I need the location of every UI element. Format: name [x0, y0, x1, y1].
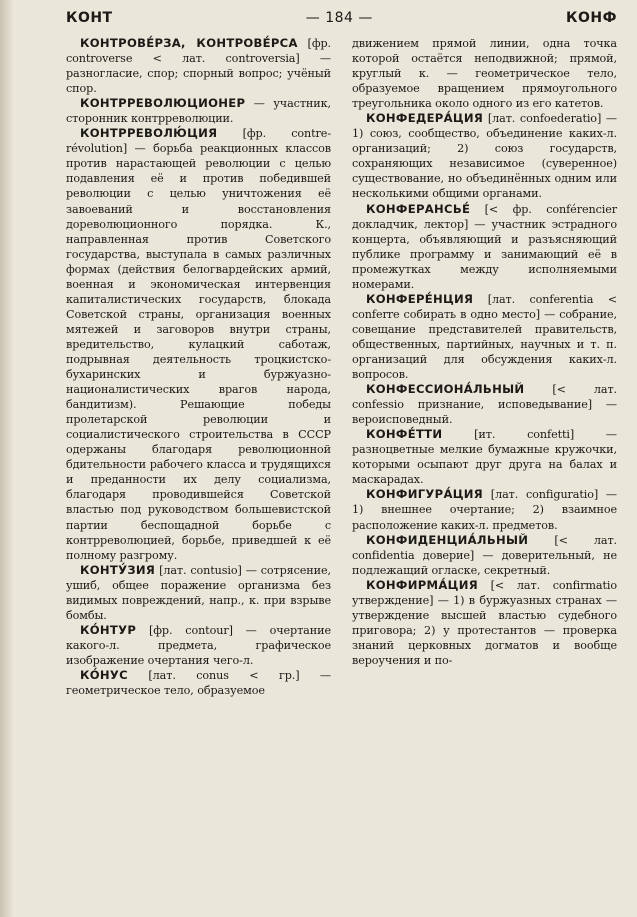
header-right-guideword: КОНФ	[566, 10, 617, 26]
dictionary-entry	[352, 292, 617, 382]
entry-definition: [лат. configuratio] — 1) внешнее очертание; 2) взаимное расположение каких-л. предметов.	[352, 488, 617, 532]
dictionary-entry	[352, 487, 617, 532]
entry-headword: КОНФЕРАНСЬЕ́	[366, 201, 471, 216]
entry-definition: [< лат. confessio признание, исповедывание] — вероисповедный.	[352, 383, 617, 427]
entry-definition: движением прямой линии, одна точка которой остаётся неподвижной; прямой, круглый к. — геометрическое тело, образуемое вращением прямоугольного треугольника около одного из его катетов.	[352, 37, 617, 111]
entry-headword: КОНФЕ́ТТИ	[366, 427, 443, 442]
entry-definition: [лат. contusio] — сотрясение, ушиб, общее поражение организма без видимых повреждений, напр., к. при взрыве бомбы.	[66, 563, 331, 622]
right-column	[352, 36, 617, 698]
page-header	[66, 10, 617, 32]
entry-definition: [< лат. confirmatio утверждение] — 1) в буржуазных странах — утверждение высшей властью судебного приговора; 2) у протестантов — проверка знаний церковных догматов и вообще вероучения и по-	[352, 578, 617, 667]
entry-headword: КОНФИГУРА́ЦИЯ	[366, 487, 484, 502]
dictionary-entry	[66, 623, 331, 668]
dictionary-entry	[66, 126, 331, 562]
entry-headword: КОНФЕССИОНА́ЛЬНЫЙ	[366, 382, 525, 397]
entry-definition: [лат. conferentia < conferre собирать в одно место] — собрание, совещание представителей правительств, общественных, партийных, научных и т. п. организаций для обсуждения каких-л. вопросов.	[352, 292, 617, 382]
entry-headword: КОНФЕРЕ́НЦИЯ	[366, 291, 474, 306]
entry-headword: КОНТРРЕВОЛЮ́ЦИЯ	[80, 126, 218, 141]
entry-definition: [< лат. confidentia доверие] — доверительный, не подлежащий огласке, секретный.	[352, 533, 617, 577]
dictionary-entry	[66, 96, 331, 126]
entry-headword: КОНФЕДЕРА́ЦИЯ	[366, 111, 484, 126]
dictionary-entry	[66, 563, 331, 623]
dictionary-entry	[66, 668, 331, 698]
entry-headword: КОНТРРЕВОЛЮЦИОНЕР	[80, 96, 246, 111]
page-number: — 184 —	[305, 10, 373, 26]
entry-definition: [ит. confetti] — разноцветные мелкие бумажные кружочки, которыми осыпают друг друга на балах и маскарадах.	[352, 428, 617, 487]
entry-headword: КОНТРОВЕ́РЗА, КОНТРОВЕ́РСА	[80, 36, 298, 50]
dictionary-entry	[352, 111, 617, 201]
dictionary-entry	[352, 427, 617, 487]
left-column	[66, 36, 331, 698]
entry-headword: КОНФИРМА́ЦИЯ	[366, 577, 478, 592]
entry-definition: [< фр. conférencier докладчик, лектор] — участник эстрадного концерта, объявляющий и разъясняющий публике программу и занимающий её в промежутках между исполняемыми номерами.	[352, 202, 617, 291]
header-left-guideword: КОНТ	[66, 10, 113, 26]
entry-headword: КОНФИДЕНЦИА́ЛЬНЫЙ	[366, 532, 529, 547]
dictionary-entry	[352, 578, 617, 668]
entry-definition: [лат. conus < гр.] — геометрическое тело, образуемое	[66, 668, 331, 698]
entry-headword: КОНТУ́ЗИЯ	[80, 562, 156, 577]
entry-definition: [лат. confoederatio] — 1) союз, сообщество, объединение каких-л. организаций; 2) союз государств, сохраняющих независимое (суверенное) существование, но объединённых одним или несколькими общими органами.	[352, 112, 617, 201]
dictionary-entry	[352, 533, 617, 578]
entry-definition: [фр. controverse < лат. controversia] — разногласие, спор; спорный вопрос; учёный спор.	[66, 37, 331, 96]
dictionary-entry-continued	[352, 36, 617, 111]
dictionary-entry	[66, 36, 331, 96]
entry-headword: КО́НТУР	[80, 622, 137, 637]
entry-definition: [фр. contour] — очертание какого-л. предмета, графическое изображение очертания чего-л.	[66, 623, 331, 667]
entry-headword: КО́НУС	[80, 667, 128, 682]
dictionary-entry	[352, 202, 617, 292]
entry-definition: [фр. contre-révolution] — борьба реакционных классов против нарастающей революции с целью подавления её и против победившей революции с целью уничтожения её завоеваний и восстановления дореволюционного порядка. К., направленная против Советского государства, выступала в самых различных формах (действия белогвардейских армий, военная и экономическая интервенция капиталистических государств, блокада Советской страны, организация военных мятежей и заговоров внутри страны, вредительство, кулацкий саботаж, подрывная деятельность троцкистско-бухаринских и буржуазно-националистических врагов народа, бандитизм). Решающие победы пролетарской революции и социалистического строительства в СССР одержаны благодаря революционной бдительности рабочего класса и трудящихся и преданности их делу социализма, благодаря проводившейся Советской властью под руководством большевистской партии беспощадной борьбе с контрреволюцией, борьбе, приведшей к её полному разгрому.	[66, 127, 331, 562]
dictionary-entry	[352, 382, 617, 427]
text-columns	[66, 36, 617, 698]
entry-definition: — участник, сторонник контрреволюции.	[66, 97, 331, 126]
